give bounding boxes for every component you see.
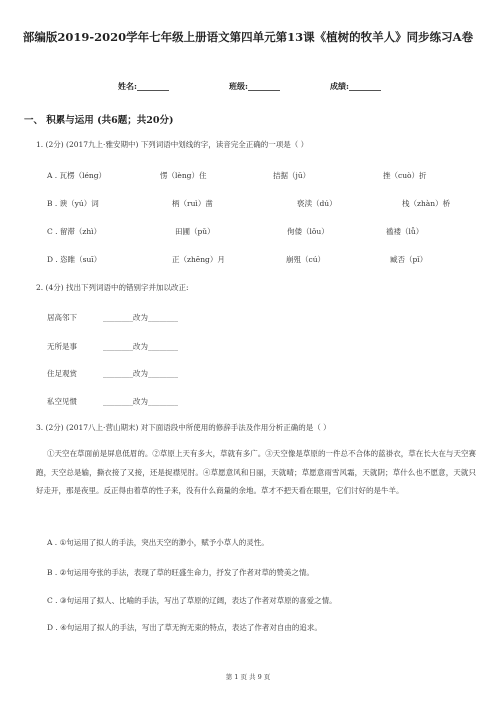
q2-blank-4[interactable]: ________改为________ <box>103 397 178 406</box>
name-field: 姓名:________ <box>118 81 169 91</box>
q2-blank-3[interactable]: ________改为________ <box>103 369 178 378</box>
q2-word-4: 私空见惯 <box>47 397 77 406</box>
q1-option-c-1: C . 留滞（zhì） <box>47 227 102 236</box>
section-heading: 一、 积累与运用 (共6题；共20分) <box>24 115 174 126</box>
q3-option-d: D . ④句运用了拟人的手法，写出了草无拘无束的特点，表达了作者对自由的追求。 <box>47 623 322 632</box>
q1-option-d-2: 正（zhēng）月 <box>172 255 225 264</box>
q1-option-b-1: B . 谀（yú）词 <box>47 199 99 208</box>
q1-option-d-3: 崩殂（cú） <box>286 255 326 264</box>
q1-option-c-3: 佝偻（lǒu） <box>287 227 329 236</box>
q2-blank-2[interactable]: ________改为________ <box>103 342 178 351</box>
document-title: 部编版2019-2020学年七年级上册语文第四单元第13课《植树的牧羊人》同步练习A卷 <box>22 30 474 44</box>
q1-option-b-4: 栈（zhàn）桥 <box>402 199 451 208</box>
q3-option-c: C . ③句运用了拟人、比喻的手法，写出了草原的辽阔，表达了作者对草原的喜爱之情。 <box>47 596 337 605</box>
page-number: 第 1 页 共 9 页 <box>225 673 271 681</box>
q1-option-c-4: 褴褛（lǚ） <box>386 227 424 236</box>
question-2-stem: 2. (4分) 找出下列词语中的错别字并加以改正: <box>36 283 189 292</box>
q2-word-3: 住足观赏 <box>47 369 77 378</box>
q1-option-b-2: 柄（ruì）凿 <box>172 199 213 208</box>
q1-option-d-1: D . 恣睢（suī） <box>47 255 102 264</box>
q2-word-1: 居高邻下 <box>47 313 77 322</box>
q1-option-c-2: 田圃（pǔ） <box>175 227 215 236</box>
q1-option-d-4: 臧否（pǐ） <box>390 255 428 264</box>
q1-option-a-3: 拮据（jū） <box>273 171 311 180</box>
q1-option-b-3: 亵渎（dú） <box>297 199 337 208</box>
q1-option-a-2: 愣（lèng）住 <box>160 171 207 180</box>
q1-option-a-1: A . 瓦楞（léng） <box>47 171 107 180</box>
question-1-stem: 1. (2分) (2017九上·雅安期中) 下列词语中划线的字，读音完全正确的一项是（ ） <box>36 140 309 149</box>
question-3-stem: 3. (2分) (2017八上·营山期末) 对下面语段中所使用的修辞手法及作用分析正确的是（ ） <box>36 423 331 432</box>
score-field: 成绩:________ <box>330 81 381 91</box>
class-field: 班级:________ <box>229 81 280 91</box>
q1-option-a-4: 挫（cuò）折 <box>383 171 427 180</box>
q3-option-b: B . ②句运用夸张的手法，表现了草的旺盛生命力，抒发了作者对草的赞美之情。 <box>47 568 314 577</box>
q3-passage: ①天空在草面前是屏息低眉的。②草原上天有多大，草就有多广。③天空像是草原的一件总不合体的蓝褂衣，草在长大在与天空赛跑，天空总是输，撕衣接了又接，还是捉襟见肘。④草愿意风和日丽，天就晴；草愿意雨雪风霜，天就阴；草什么也不愿意，天就只好走开，那是夜里。反正得由着草的性子来，没有什么商量的余地。草才不把天看在眼里，它们讨好的是牛羊。 <box>36 449 476 495</box>
q2-blank-1[interactable]: ________改为________ <box>103 313 178 322</box>
q3-option-a: A . ①句运用了拟人的手法，突出天空的渺小，赋予小草人的灵性。 <box>47 538 269 547</box>
q2-word-2: 无所是事 <box>47 342 77 351</box>
